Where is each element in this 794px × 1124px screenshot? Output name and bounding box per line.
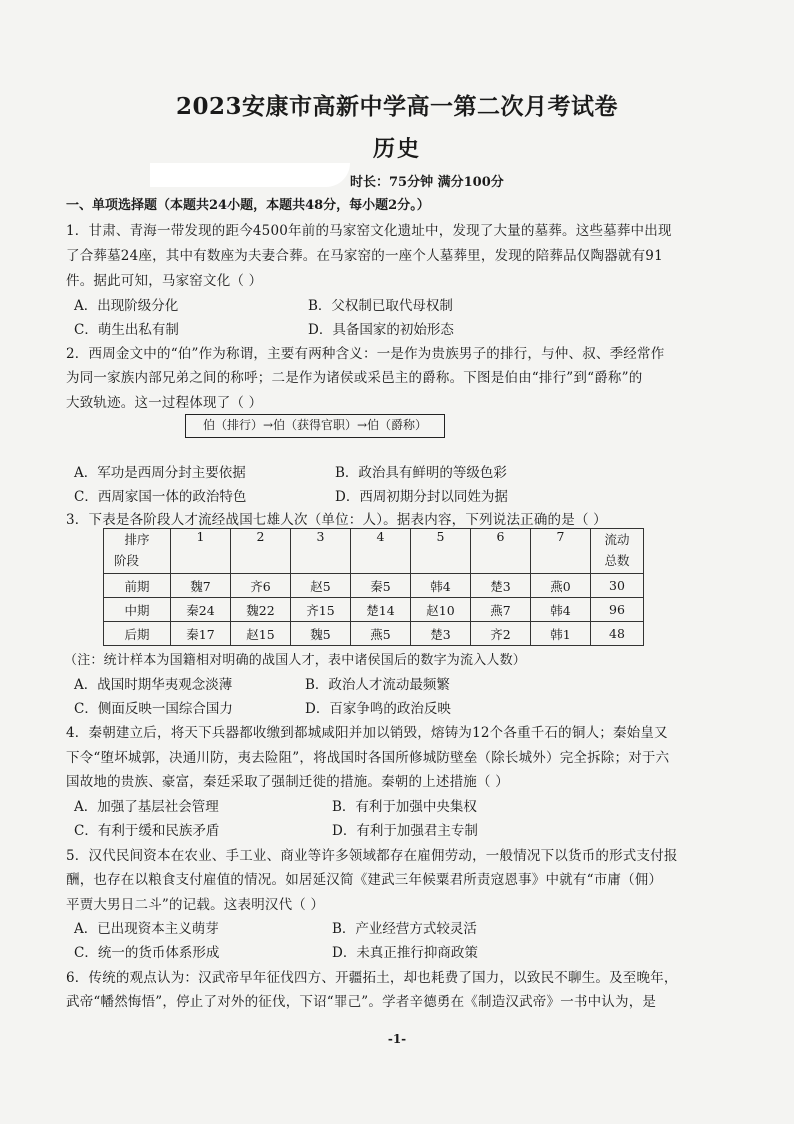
table-cell: 韩4 (531, 598, 591, 622)
total-cell: 30 (591, 574, 644, 598)
q1-line: 1．甘肃、青海一带发现的距今4500年前的马家窑文化遗址中，发现了大量的墓葬。这些墓葬中出现 (66, 223, 672, 239)
rank-header: 5 (411, 529, 471, 574)
corner-top: 排序 (124, 532, 150, 547)
rank-header: 3 (291, 529, 351, 574)
flow-diagram: 伯（排行）→伯（获得官职）→伯（爵称） (185, 414, 445, 438)
section-heading: 一、单项选择题（本题共24小题，本题共48分，每小题2分。） (66, 198, 430, 213)
table-cell: 楚3 (471, 574, 531, 598)
q2-line: 2．西周金文中的“伯”作为称谓，主要有两种含义：一是作为贵族男子的排行，与仲、叔、季经常作 (66, 346, 665, 362)
covered-area (150, 163, 350, 187)
q1-line: 件。据此可知，马家窑文化（ ） (66, 273, 263, 289)
total-cell: 48 (591, 622, 644, 646)
rank-header: 1 (171, 529, 231, 574)
table-cell: 齐15 (291, 598, 351, 622)
total-cell: 96 (591, 598, 644, 622)
q6-line: 武帝“幡然悔悟”，停止了对外的征伐，下诏“罪己”。学者辛德勇在《制造汉武帝》一书中认为，是 (66, 994, 657, 1010)
q5-option-b: B．产业经营方式较灵活 (332, 921, 477, 937)
table-cell: 魏5 (291, 622, 351, 646)
table-corner (104, 529, 171, 574)
rank-header: 4 (351, 529, 411, 574)
q4-line: 国故地的贵族、豪富，秦廷采取了强制迁徙的措施。秦朝的上述措施（ ） (66, 774, 509, 790)
table-cell: 秦17 (171, 622, 231, 646)
q1-option-c: C．萌生出私有制 (74, 322, 179, 338)
table-cell: 魏7 (171, 574, 231, 598)
q2-option-b: B．政治具有鲜明的等级色彩 (335, 465, 507, 481)
table-cell: 韩4 (411, 574, 471, 598)
q3-option-d: D．百家争鸣的政治反映 (305, 701, 451, 717)
page-number: -1- (387, 1032, 407, 1046)
total-header (591, 529, 644, 574)
q2-line: 为同一家族内部兄弟之间的称呼；二是作为诸侯或采邑主的爵称。下图是伯由“排行”到“爵称”的 (66, 370, 643, 386)
exam-title: 2023安康市高新中学高一第二次月考试卷 (175, 93, 618, 120)
talent-flow-table (103, 528, 644, 646)
rank-header: 2 (231, 529, 291, 574)
exam-meta: 时长：75分钟 满分100分 (350, 175, 504, 190)
corner-bottom: 阶段 (114, 553, 140, 568)
q4-option-c: C．有利于缓和民族矛盾 (74, 823, 220, 839)
table-cell: 燕0 (531, 574, 591, 598)
table-cell: 赵10 (411, 598, 471, 622)
table-cell: 燕7 (471, 598, 531, 622)
q2-option-d: D．西周初期分封以同姓为据 (335, 489, 508, 505)
table-cell: 齐2 (471, 622, 531, 646)
stage-cell: 前期 (104, 574, 171, 598)
q4-option-b: B．有利于加强中央集权 (332, 799, 477, 815)
table-header-row (104, 529, 644, 574)
table-cell: 赵15 (231, 622, 291, 646)
q5-option-d: D．未真正推行抑商政策 (332, 945, 478, 961)
table-cell: 魏22 (231, 598, 291, 622)
q5-line: 平贾大男日二斗”的记载。这表明汉代（ ） (66, 897, 325, 913)
table-cell: 楚14 (351, 598, 411, 622)
q1-option-d: D．具备国家的初始形态 (308, 322, 454, 338)
table-cell: 秦24 (171, 598, 231, 622)
total-header-bottom: 总数 (604, 553, 630, 568)
q3-note: （注：统计样本为国籍相对明确的战国人才，表中诸侯国后的数字为流入人数） (64, 653, 527, 668)
q2-option-a: A．军功是西周分封主要依据 (74, 465, 246, 481)
q3-option-a: A．战国时期华夷观念淡薄 (74, 677, 233, 693)
q4-option-d: D．有利于加强君主专制 (332, 823, 478, 839)
rank-header: 7 (531, 529, 591, 574)
table-cell: 赵5 (291, 574, 351, 598)
q1-line: 了合葬墓24座，其中有数座为夫妻合葬。在马家窑的一座个人墓葬里，发现的陪葬品仅陶器就有91 (66, 248, 663, 264)
q5-option-a: A．已出现资本主义萌芽 (74, 921, 219, 937)
q2-line: 大致轨迹。这一过程体现了（ ） (66, 395, 263, 411)
q1-option-a: A．出现阶级分化 (74, 298, 179, 314)
q1-option-b: B．父权制已取代母权制 (308, 298, 453, 314)
q6-line: 6．传统的观点认为：汉武帝早年征伐四方、开疆拓土，却也耗费了国力，以致民不聊生。及至晚年， (66, 970, 678, 986)
subject-title: 历史 (372, 136, 421, 162)
total-header-top: 流动 (604, 532, 630, 547)
q3-option-b: B．政治人才流动最频繁 (305, 677, 450, 693)
q4-option-a: A．加强了基层社会管理 (74, 799, 219, 815)
q4-line: 下令“堕坏城郭，决通川防，夷去险阻”，将战国时各国所修城防壁垒（除长城外）完全拆除；对于六 (66, 750, 670, 766)
table-cell: 齐6 (231, 574, 291, 598)
table-row (104, 598, 644, 622)
table-row (104, 622, 644, 646)
stage-cell: 中期 (104, 598, 171, 622)
table-cell: 燕5 (351, 622, 411, 646)
q5-option-c: C．统一的货币体系形成 (74, 945, 220, 961)
table-cell: 秦5 (351, 574, 411, 598)
stage-cell: 后期 (104, 622, 171, 646)
table-row (104, 574, 644, 598)
q5-line: 5．汉代民间资本在农业、手工业、商业等许多领域都存在雇佣劳动，一般情况下以货币的形式支付报 (66, 848, 678, 864)
q5-line: 酬，也存在以粮食支付雇值的情况。如居延汉简《建武三年候粟君所责寇恩事》中就有“市庸（佣） (66, 872, 663, 888)
q2-option-c: C．西周家国一体的政治特色 (74, 489, 247, 505)
q4-line: 4．秦朝建立后，将天下兵器都收缴到都城咸阳并加以销毁，熔铸为12个各重千石的铜人；秦始皇又 (66, 725, 668, 741)
q3-line: 3．下表是各阶段人才流经战国七雄人次（单位：人）。据表内容，下列说法正确的是（ ） (66, 512, 607, 528)
table-cell: 韩1 (531, 622, 591, 646)
q3-option-c: C．侧面反映一国综合国力 (74, 701, 233, 717)
rank-header: 6 (471, 529, 531, 574)
table-cell: 楚3 (411, 622, 471, 646)
